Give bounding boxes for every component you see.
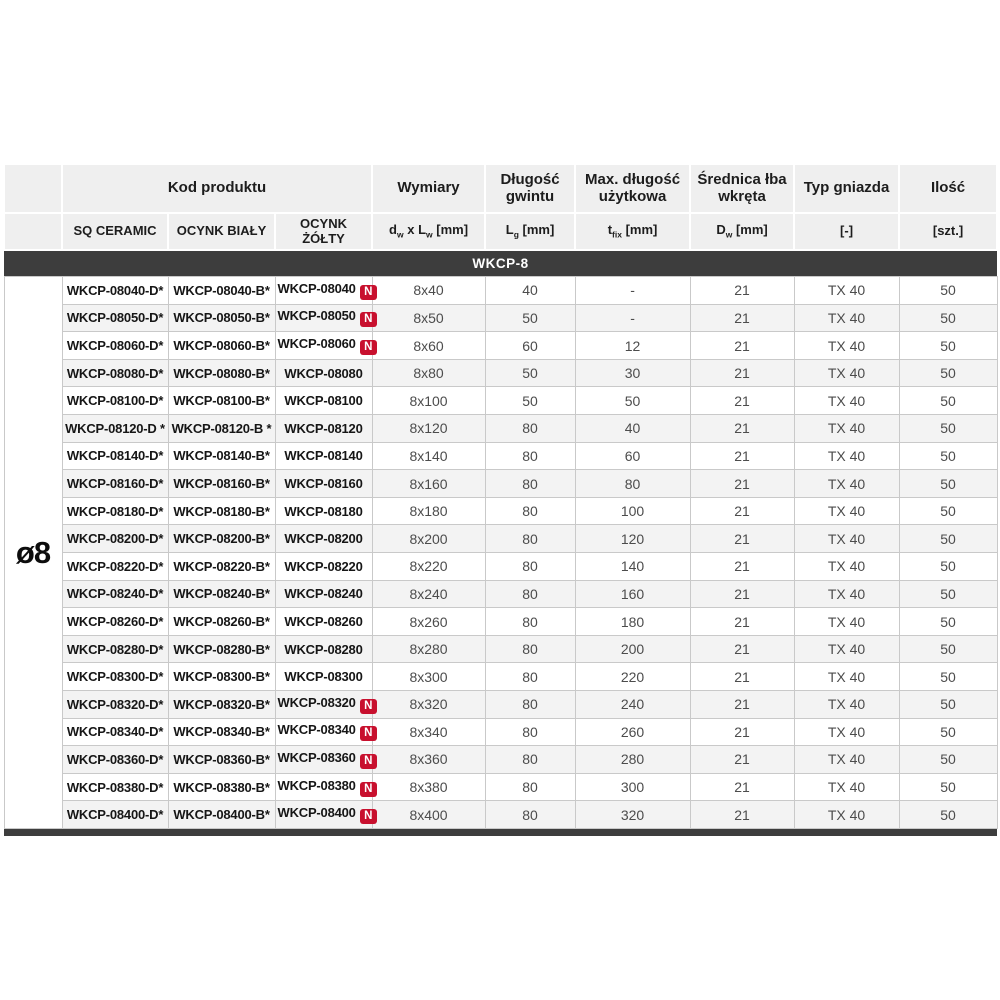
- code-ocynk-zolty: WKCP-08080: [275, 359, 372, 387]
- tfix-cell: 40: [575, 415, 690, 443]
- tfix-cell: 12: [575, 332, 690, 360]
- code-ocynk-zolty: WKCP-08060 N: [275, 332, 372, 360]
- dw-cell: 21: [690, 387, 794, 415]
- socket-cell: TX 40: [794, 608, 899, 636]
- new-badge: N: [360, 312, 377, 327]
- table-row: [4, 801, 997, 829]
- lg-cell: 50: [485, 304, 575, 332]
- tfix-cell: 160: [575, 580, 690, 608]
- dims-cell: 8x120: [372, 415, 485, 443]
- socket-cell: TX 40: [794, 415, 899, 443]
- code-ocynk-zolty: WKCP-08360 N: [275, 746, 372, 774]
- socket-cell: TX 40: [794, 525, 899, 553]
- subheader-socket-unit: [-]: [794, 213, 899, 250]
- lg-cell: 80: [485, 691, 575, 719]
- header-dimensions: Wymiary: [372, 164, 485, 213]
- lg-cell: 80: [485, 470, 575, 498]
- code-sq-ceramic: WKCP-08040-D*: [62, 277, 168, 305]
- tfix-cell: 180: [575, 608, 690, 636]
- code-ocynk-zolty: WKCP-08200: [275, 525, 372, 553]
- socket-cell: TX 40: [794, 304, 899, 332]
- socket-cell: TX 40: [794, 746, 899, 774]
- lg-cell: 80: [485, 497, 575, 525]
- table-row: [4, 415, 997, 443]
- socket-cell: TX 40: [794, 773, 899, 801]
- dw-cell: 21: [690, 304, 794, 332]
- header-quantity: Ilość: [899, 164, 997, 213]
- lg-cell: 80: [485, 442, 575, 470]
- qty-cell: 50: [899, 663, 997, 691]
- dw-cell: 21: [690, 691, 794, 719]
- dims-cell: 8x360: [372, 746, 485, 774]
- tfix-cell: 80: [575, 470, 690, 498]
- product-catalog-table: [3, 163, 996, 836]
- tfix-cell: 300: [575, 773, 690, 801]
- subheader-tfix-unit: $t_{fix}$ [mm]: [575, 213, 690, 250]
- header-row-groups: [4, 164, 997, 213]
- code-ocynk-bialy: WKCP-08100-B*: [168, 387, 275, 415]
- subheader-dw-unit: $D_w$ [mm]: [690, 213, 794, 250]
- lg-cell: 80: [485, 663, 575, 691]
- qty-cell: 50: [899, 470, 997, 498]
- socket-cell: TX 40: [794, 497, 899, 525]
- lg-cell: 80: [485, 553, 575, 581]
- dims-cell: 8x40: [372, 277, 485, 305]
- subheader-empty-cell: [4, 213, 62, 250]
- socket-cell: TX 40: [794, 635, 899, 663]
- code-ocynk-bialy: WKCP-08380-B*: [168, 773, 275, 801]
- table-row: [4, 497, 997, 525]
- qty-cell: 50: [899, 746, 997, 774]
- tfix-cell: 50: [575, 387, 690, 415]
- code-ocynk-zolty: WKCP-08160: [275, 470, 372, 498]
- header-product-code: Kod produktu: [62, 164, 372, 213]
- dw-cell: 21: [690, 773, 794, 801]
- dims-cell: 8x280: [372, 635, 485, 663]
- dw-cell: 21: [690, 415, 794, 443]
- socket-cell: TX 40: [794, 277, 899, 305]
- dw-cell: 21: [690, 277, 794, 305]
- code-ocynk-zolty: WKCP-08140: [275, 442, 372, 470]
- code-sq-ceramic: WKCP-08080-D*: [62, 359, 168, 387]
- tfix-cell: 30: [575, 359, 690, 387]
- dims-cell: 8x380: [372, 773, 485, 801]
- code-ocynk-bialy: WKCP-08220-B*: [168, 553, 275, 581]
- socket-cell: TX 40: [794, 553, 899, 581]
- header-max-usable-length: Max. długość użytkowa: [575, 164, 690, 213]
- code-ocynk-bialy: WKCP-08260-B*: [168, 608, 275, 636]
- table-row: [4, 332, 997, 360]
- dims-cell: 8x240: [372, 580, 485, 608]
- lg-cell: 50: [485, 387, 575, 415]
- socket-cell: TX 40: [794, 801, 899, 829]
- header-thread-length: Długość gwintu: [485, 164, 575, 213]
- code-sq-ceramic: WKCP-08340-D*: [62, 718, 168, 746]
- code-ocynk-bialy: WKCP-08280-B*: [168, 635, 275, 663]
- tfix-cell: 140: [575, 553, 690, 581]
- tfix-cell: 240: [575, 691, 690, 719]
- dw-cell: 21: [690, 497, 794, 525]
- code-sq-ceramic: WKCP-08160-D*: [62, 470, 168, 498]
- code-sq-ceramic: WKCP-08380-D*: [62, 773, 168, 801]
- qty-cell: 50: [899, 691, 997, 719]
- code-ocynk-bialy: WKCP-08180-B*: [168, 497, 275, 525]
- dims-cell: 8x140: [372, 442, 485, 470]
- dw-cell: 21: [690, 580, 794, 608]
- lg-cell: 80: [485, 415, 575, 443]
- lg-cell: 60: [485, 332, 575, 360]
- dw-cell: 21: [690, 470, 794, 498]
- lg-cell: 80: [485, 801, 575, 829]
- dw-cell: 21: [690, 635, 794, 663]
- dw-cell: 21: [690, 332, 794, 360]
- qty-cell: 50: [899, 442, 997, 470]
- table-row: [4, 442, 997, 470]
- code-ocynk-bialy: WKCP-08240-B*: [168, 580, 275, 608]
- qty-cell: 50: [899, 608, 997, 636]
- socket-cell: TX 40: [794, 470, 899, 498]
- table-row: [4, 470, 997, 498]
- diameter-label: ø8: [15, 534, 51, 570]
- code-sq-ceramic: WKCP-08320-D*: [62, 691, 168, 719]
- header-row-units: [4, 213, 997, 250]
- code-sq-ceramic: WKCP-08220-D*: [62, 553, 168, 581]
- socket-cell: TX 40: [794, 387, 899, 415]
- dims-cell: 8x400: [372, 801, 485, 829]
- wkcp-8-table: [3, 163, 998, 836]
- tfix-cell: 260: [575, 718, 690, 746]
- qty-cell: 50: [899, 773, 997, 801]
- code-ocynk-bialy: WKCP-08340-B*: [168, 718, 275, 746]
- code-ocynk-zolty: WKCP-08260: [275, 608, 372, 636]
- dims-cell: 8x200: [372, 525, 485, 553]
- table-row: [4, 387, 997, 415]
- table-row: [4, 580, 997, 608]
- table-row: [4, 359, 997, 387]
- qty-cell: 50: [899, 359, 997, 387]
- table-row: [4, 663, 997, 691]
- code-ocynk-zolty: WKCP-08240: [275, 580, 372, 608]
- qty-cell: 50: [899, 525, 997, 553]
- code-ocynk-zolty: WKCP-08320 N: [275, 691, 372, 719]
- code-ocynk-bialy: WKCP-08400-B*: [168, 801, 275, 829]
- dims-cell: 8x320: [372, 691, 485, 719]
- subheader-ocynk-zolty: OCYNK ŻÓŁTY: [275, 213, 372, 250]
- code-ocynk-zolty: WKCP-08280: [275, 635, 372, 663]
- code-ocynk-bialy: WKCP-08050-B*: [168, 304, 275, 332]
- new-badge: N: [360, 726, 377, 741]
- dims-cell: 8x50: [372, 304, 485, 332]
- header-socket-type: Typ gniazda: [794, 164, 899, 213]
- dims-cell: 8x100: [372, 387, 485, 415]
- lg-cell: 80: [485, 608, 575, 636]
- subheader-ocynk-bialy: OCYNK BIAŁY: [168, 213, 275, 250]
- table-bottom-bar: [4, 828, 997, 836]
- dims-cell: 8x260: [372, 608, 485, 636]
- dw-cell: 21: [690, 525, 794, 553]
- lg-cell: 80: [485, 635, 575, 663]
- code-ocynk-bialy: WKCP-08320-B*: [168, 691, 275, 719]
- code-ocynk-zolty: WKCP-08050 N: [275, 304, 372, 332]
- table-row: [4, 746, 997, 774]
- tfix-cell: -: [575, 304, 690, 332]
- qty-cell: 50: [899, 718, 997, 746]
- socket-cell: TX 40: [794, 442, 899, 470]
- tfix-cell: 280: [575, 746, 690, 774]
- code-sq-ceramic: WKCP-08140-D*: [62, 442, 168, 470]
- dw-cell: 21: [690, 801, 794, 829]
- header-empty-cell: [4, 164, 62, 213]
- code-ocynk-bialy: WKCP-08300-B*: [168, 663, 275, 691]
- tfix-cell: 220: [575, 663, 690, 691]
- code-ocynk-zolty: WKCP-08400 N: [275, 801, 372, 829]
- dims-cell: 8x340: [372, 718, 485, 746]
- table-row: [4, 277, 997, 305]
- code-ocynk-bialy: WKCP-08120-B *: [168, 415, 275, 443]
- tfix-cell: -: [575, 277, 690, 305]
- code-sq-ceramic: WKCP-08050-D*: [62, 304, 168, 332]
- code-ocynk-zolty: WKCP-08300: [275, 663, 372, 691]
- code-sq-ceramic: WKCP-08240-D*: [62, 580, 168, 608]
- code-sq-ceramic: WKCP-08200-D*: [62, 525, 168, 553]
- table-row: [4, 718, 997, 746]
- socket-cell: TX 40: [794, 359, 899, 387]
- dims-cell: 8x220: [372, 553, 485, 581]
- table-row: [4, 553, 997, 581]
- dims-cell: 8x180: [372, 497, 485, 525]
- new-badge: N: [360, 340, 377, 355]
- group-band-label: WKCP-8: [4, 250, 997, 277]
- table-row: [4, 691, 997, 719]
- code-sq-ceramic: WKCP-08120-D *: [62, 415, 168, 443]
- socket-cell: TX 40: [794, 332, 899, 360]
- code-sq-ceramic: WKCP-08360-D*: [62, 746, 168, 774]
- subheader-qty-unit: [szt.]: [899, 213, 997, 250]
- qty-cell: 50: [899, 387, 997, 415]
- code-sq-ceramic: WKCP-08400-D*: [62, 801, 168, 829]
- dw-cell: 21: [690, 359, 794, 387]
- subheader-dims-unit: $d_w$ x $L_w$ [mm]: [372, 213, 485, 250]
- code-ocynk-bialy: WKCP-08080-B*: [168, 359, 275, 387]
- dw-cell: 21: [690, 608, 794, 636]
- qty-cell: 50: [899, 332, 997, 360]
- code-ocynk-zolty: WKCP-08380 N: [275, 773, 372, 801]
- dw-cell: 21: [690, 746, 794, 774]
- code-ocynk-zolty: WKCP-08120: [275, 415, 372, 443]
- lg-cell: 80: [485, 746, 575, 774]
- code-sq-ceramic: WKCP-08260-D*: [62, 608, 168, 636]
- qty-cell: 50: [899, 553, 997, 581]
- code-ocynk-zolty: WKCP-08180: [275, 497, 372, 525]
- qty-cell: 50: [899, 415, 997, 443]
- group-band: [4, 250, 997, 277]
- code-ocynk-bialy: WKCP-08360-B*: [168, 746, 275, 774]
- code-ocynk-bialy: WKCP-08140-B*: [168, 442, 275, 470]
- new-badge: N: [360, 782, 377, 797]
- qty-cell: 50: [899, 801, 997, 829]
- table-row: [4, 773, 997, 801]
- lg-cell: 40: [485, 277, 575, 305]
- tfix-cell: 100: [575, 497, 690, 525]
- qty-cell: 50: [899, 497, 997, 525]
- code-sq-ceramic: WKCP-08300-D*: [62, 663, 168, 691]
- qty-cell: 50: [899, 277, 997, 305]
- code-ocynk-zolty: WKCP-08040 N: [275, 277, 372, 305]
- code-sq-ceramic: WKCP-08180-D*: [62, 497, 168, 525]
- subheader-sq-ceramic: SQ CERAMIC: [62, 213, 168, 250]
- dw-cell: 21: [690, 553, 794, 581]
- code-ocynk-bialy: WKCP-08040-B*: [168, 277, 275, 305]
- tfix-cell: 120: [575, 525, 690, 553]
- dw-cell: 21: [690, 663, 794, 691]
- new-badge: N: [360, 285, 377, 300]
- code-sq-ceramic: WKCP-08060-D*: [62, 332, 168, 360]
- header-head-diameter: Średnica łba wkręta: [690, 164, 794, 213]
- dw-cell: 21: [690, 442, 794, 470]
- lg-cell: 80: [485, 525, 575, 553]
- code-ocynk-zolty: WKCP-08100: [275, 387, 372, 415]
- socket-cell: TX 40: [794, 718, 899, 746]
- new-badge: N: [360, 754, 377, 769]
- qty-cell: 50: [899, 580, 997, 608]
- socket-cell: TX 40: [794, 663, 899, 691]
- tfix-cell: 200: [575, 635, 690, 663]
- dims-cell: 8x300: [372, 663, 485, 691]
- tfix-cell: 60: [575, 442, 690, 470]
- code-ocynk-zolty: WKCP-08220: [275, 553, 372, 581]
- table-row: [4, 304, 997, 332]
- lg-cell: 80: [485, 773, 575, 801]
- table-row: [4, 608, 997, 636]
- code-ocynk-bialy: WKCP-08160-B*: [168, 470, 275, 498]
- dims-cell: 8x60: [372, 332, 485, 360]
- code-ocynk-zolty: WKCP-08340 N: [275, 718, 372, 746]
- lg-cell: 80: [485, 580, 575, 608]
- qty-cell: 50: [899, 304, 997, 332]
- dims-cell: 8x160: [372, 470, 485, 498]
- socket-cell: TX 40: [794, 580, 899, 608]
- socket-cell: TX 40: [794, 691, 899, 719]
- new-badge: N: [360, 699, 377, 714]
- table-row: [4, 525, 997, 553]
- new-badge: N: [360, 809, 377, 824]
- code-sq-ceramic: WKCP-08100-D*: [62, 387, 168, 415]
- lg-cell: 50: [485, 359, 575, 387]
- diameter-cell: [4, 277, 62, 829]
- lg-cell: 80: [485, 718, 575, 746]
- code-ocynk-bialy: WKCP-08200-B*: [168, 525, 275, 553]
- dw-cell: 21: [690, 718, 794, 746]
- qty-cell: 50: [899, 635, 997, 663]
- dims-cell: 8x80: [372, 359, 485, 387]
- code-ocynk-bialy: WKCP-08060-B*: [168, 332, 275, 360]
- subheader-lg-unit: $L_g$ [mm]: [485, 213, 575, 250]
- code-sq-ceramic: WKCP-08280-D*: [62, 635, 168, 663]
- tfix-cell: 320: [575, 801, 690, 829]
- table-row: [4, 635, 997, 663]
